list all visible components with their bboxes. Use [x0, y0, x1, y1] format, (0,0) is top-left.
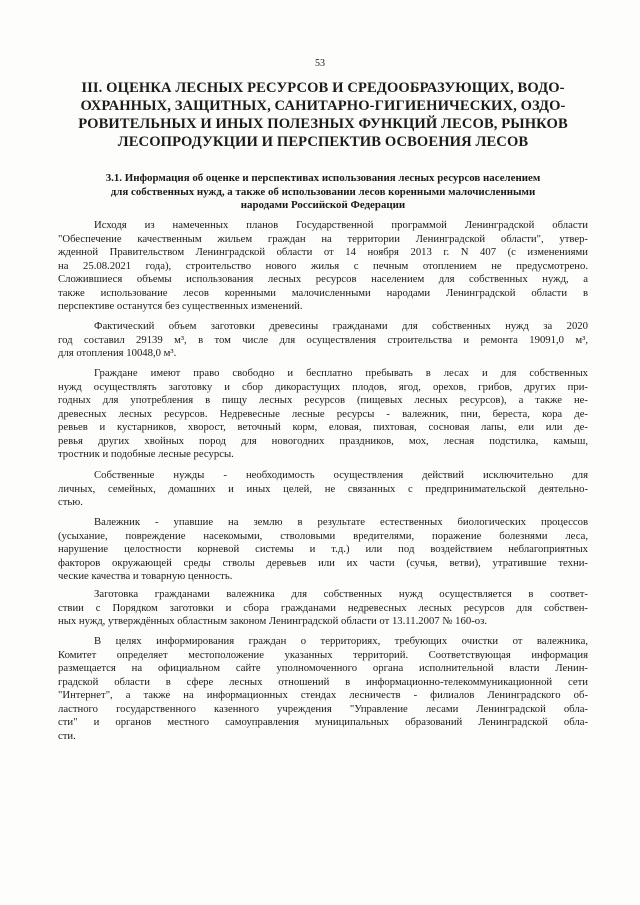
text-line: древесных лесных ресурсов. Недревесные лесные ресурсы - валежник, пни, береста, кора де- — [58, 407, 588, 420]
text-line: нужд осуществлять заготовку и сбор дикорастущих плодов, ягод, орехов, грибов, других при- — [58, 380, 588, 393]
text-line: перспективе останутся без существенных изменений. — [58, 300, 303, 312]
chapter-title-line: III. ОЦЕНКА ЛЕСНЫХ РЕСУРСОВ И СРЕДООБРАЗУЮЩИХ, ВОДО- — [81, 80, 565, 96]
text-line: ческие качества и товарную ценность. — [58, 570, 233, 582]
page-number: 53 — [315, 58, 325, 69]
text-line: Валежник - упавшие на землю в результате естественных биологических процессов — [94, 516, 588, 528]
section-title-line: для собственных нужд, а также об использовании лесов коренными малочисленными — [110, 185, 536, 198]
text-line: Заготовка гражданами валежника для собственных нужд осуществляется в соответ- — [94, 588, 588, 600]
chapter-title-line: ОХРАННЫХ, ЗАЩИТНЫХ, САНИТАРНО-ГИГИЕНИЧЕСКИХ, ОЗДО- — [80, 98, 566, 114]
text-line: Собственные нужды - необходимость осуществления действий исключительно для — [94, 469, 588, 481]
text-line: сти. — [58, 729, 76, 742]
text-line: Сложившиеся объемы использования лесных ресурсов населением для собственных нужд, а — [58, 273, 588, 285]
text-line: сти" и органов местного самоуправления муниципальных образований Ленинградской обла- — [58, 716, 588, 728]
text-line: ревья других хвойных пород для новогодних праздников, мох, лесная подстилка, камыш, — [58, 434, 588, 447]
text-line: Исходя из намеченных планов Государственной программой Ленинградской области — [94, 219, 588, 231]
text-line: Граждане имеют право свободно и бесплатно пребывать в лесах и для собственных — [94, 367, 588, 379]
paragraph-deadwood — [58, 516, 588, 584]
text-line: для отопления 10048,0 м³. — [58, 347, 177, 359]
text-line: ных нужд, утверждённых областным законом Ленинградской области от 13.11.2007 № 160-оз. — [58, 615, 488, 627]
text-line: ствии с Порядком заготовки и сбора гражданами недревесных лесных ресурсов для собствен- — [58, 601, 588, 614]
text-line: (усыхание, повреждение насекомыми, стволовыми вредителями, поражение болезнями леса, — [58, 529, 588, 542]
paragraph-rights — [58, 367, 588, 462]
text-line: на 25.08.2021 года), строительство нового жилья с печным отоплением не предусмотрено. — [58, 259, 588, 272]
text-line: ревьев и кустарников, хворост, веточный корм, еловая, пихтовая, сосновая лапы, ели или де- — [58, 421, 588, 433]
text-line: тростник и подобные лесные ресурсы. — [58, 448, 234, 460]
chapter-title-line: РОВИТЕЛЬНЫХ И ИНЫХ ПОЛЕЗНЫХ ФУНКЦИЙ ЛЕСОВ, РЫНКОВ — [78, 116, 568, 132]
text-line: размещается на официальном сайте уполномоченного органа исполнительной власти Ленин- — [58, 662, 588, 674]
text-line: жденной Правительством Ленинградской области от 14 ноября 2013 г. N 407 (с изменениями — [58, 246, 588, 258]
section-title-line: 3.1. Информация об оценке и перспективах использования лесных ресурсов населением — [105, 172, 541, 184]
text-line: нарушение целостности корневой системы и т.д.) или под воздействием неблагоприятных — [58, 543, 588, 555]
text-line: градской области в сфере лесных отношений в информационно-телекоммуникационной сети — [58, 675, 588, 688]
text-line: "Интернет", а также на информационных стендах лесничеств - филиалов Ленинградского об- — [58, 689, 588, 701]
section-title-line: народами Российской Федерации — [240, 199, 406, 212]
text-line: Комитет определяет местоположение указанных территорий. Соответствующая информация — [58, 648, 588, 661]
paragraph-own-needs — [58, 469, 588, 510]
paragraph-plans — [58, 219, 588, 314]
paragraph-procedure — [58, 588, 588, 629]
text-line: ластного государственного казенного учреждения "Управление лесами Ленинградской обла- — [58, 702, 588, 715]
text-line: год составил 29139 м³, в том числе для осуществления строительства и ремонта 19091,0 м³, — [58, 333, 588, 346]
paragraph-informing — [58, 635, 588, 743]
text-line: также использование лесов коренными малочисленными народами Ленинградской области в — [58, 286, 588, 299]
text-line: В целях информирования граждан о территориях, требующих очистки от валежника, — [94, 635, 588, 647]
text-line: годных для употребления в пищу лесных ресурсов (пищевых лесных ресурсов), а также не- — [58, 394, 588, 406]
text-line: "Обеспечение качественным жильем граждан на территории Ленинградской области", утвер- — [58, 232, 588, 245]
paragraph-volume — [58, 320, 588, 361]
text-line: стью. — [58, 496, 83, 508]
chapter-title-line: ЛЕСОПРОДУКЦИИ И ПЕРСПЕКТИВ ОСВОЕНИЯ ЛЕСОВ — [117, 134, 529, 150]
text-line: личных, семейных, домашних и иных целей, не связанных с предпринимательской деятельно- — [58, 482, 588, 495]
text-line: Фактический объем заготовки древесины гражданами для собственных нужд за 2020 — [94, 320, 588, 332]
section-title — [58, 172, 588, 213]
text-line: факторов окружающей среды стволы деревьев или их части (сучья, ветви), утратившие техни- — [58, 556, 588, 569]
chapter-title — [58, 79, 588, 151]
